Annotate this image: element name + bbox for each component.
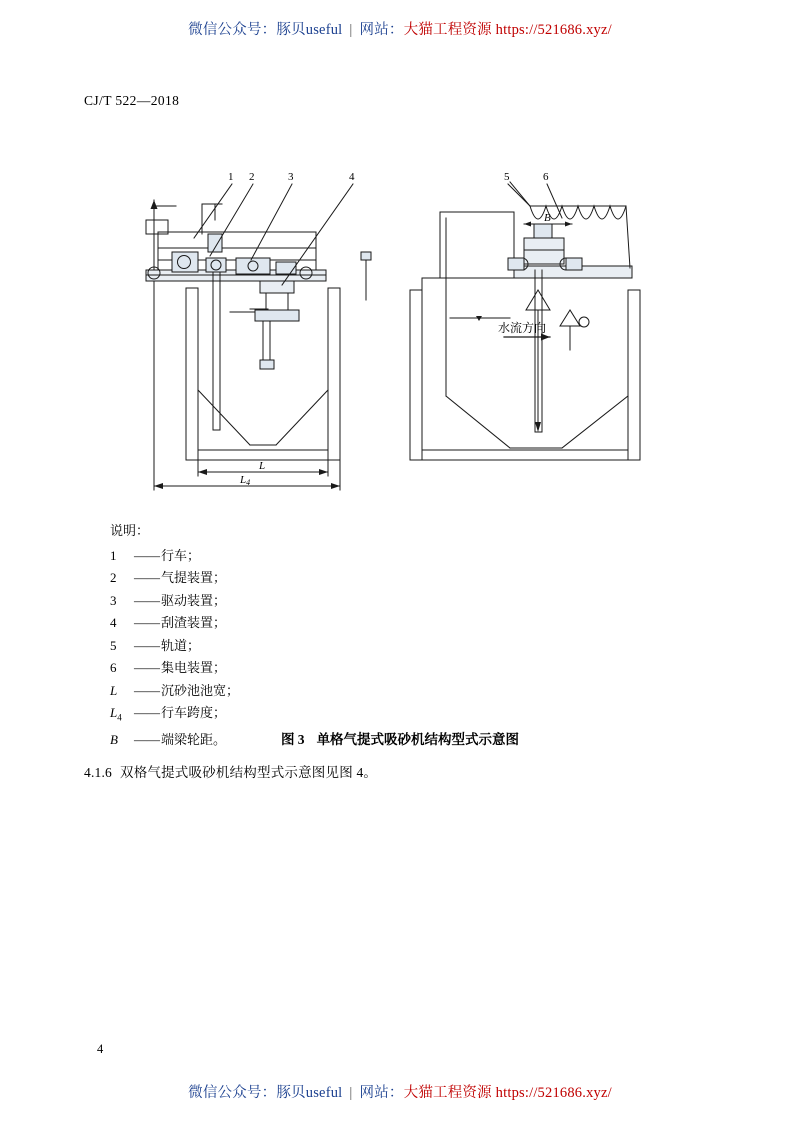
wechat-name: 豚贝useful: [276, 1085, 343, 1101]
legend-dash: ——: [134, 660, 160, 675]
legend-dash: ——: [134, 637, 160, 653]
legend-key: 4: [110, 615, 117, 630]
legend-dash: ——: [134, 705, 160, 720]
legend-key: B: [110, 732, 118, 748]
legend-item-2: [110, 567, 239, 590]
banner-separator: |: [349, 1085, 353, 1101]
figure-caption-label: 图 3: [280, 732, 305, 747]
site-name: 大猫工程资源: [403, 1085, 492, 1101]
site-label: 网站：: [359, 1085, 404, 1101]
callout-3: 3: [288, 171, 294, 183]
clause-text: 双格气提式吸砂机结构型式示意图见图 4。: [120, 765, 378, 780]
legend-item-6: [110, 657, 239, 680]
page-number: 4: [97, 1042, 104, 1056]
legend-dash: ——: [134, 547, 160, 563]
figure-diagram: [110, 160, 700, 500]
watermark-banner-bottom: [0, 1081, 800, 1102]
callout-6: 6: [543, 171, 549, 183]
legend-dash: ——: [134, 570, 160, 585]
legend-dash: ——: [134, 592, 160, 608]
legend-item-4: [110, 612, 239, 635]
callout-4: 4: [349, 171, 355, 183]
figure-legend: [110, 520, 239, 752]
legend-text: 端梁轮距。: [161, 732, 227, 748]
legend-text: 行车跨度；: [161, 705, 227, 720]
callout-5: 5: [504, 171, 510, 183]
legend-item-3: [110, 590, 239, 613]
wechat-label: 微信公众号：: [188, 1085, 277, 1101]
figure-caption-text: 单格气提式吸砂机结构型式示意图: [316, 732, 520, 747]
dim-label-L: L: [259, 460, 266, 472]
legend-text: 行车；: [161, 547, 201, 563]
watermark-banner-top: [0, 18, 800, 39]
legend-key: 6: [110, 660, 117, 675]
dim-label-B: B: [544, 212, 551, 224]
callout-2: 2: [249, 171, 255, 183]
dim-label-L4: L4: [240, 474, 251, 487]
legend-key: 2: [110, 570, 117, 585]
standard-code: CJ/T 522—2018: [84, 93, 180, 108]
legend-key: 5: [110, 637, 117, 653]
legend-key: $L_4$: [110, 705, 122, 723]
site-label: 网站：: [359, 22, 404, 38]
legend-item-5: [110, 635, 239, 658]
callout-1: 1: [228, 171, 234, 183]
legend-key: L: [110, 682, 118, 698]
banner-separator: |: [349, 22, 353, 38]
site-name: 大猫工程资源: [403, 22, 492, 38]
legend-text: 气提装置；: [161, 570, 227, 585]
clause-number: 4.1.6: [84, 765, 112, 780]
wechat-name: 豚贝useful: [276, 22, 343, 38]
clause-paragraph: [84, 761, 377, 781]
legend-title: 说明：: [110, 523, 150, 538]
legend-text: 轨道；: [161, 637, 201, 653]
legend-key: 3: [110, 592, 117, 608]
site-url: https://521686.xyz/: [495, 22, 612, 38]
flow-direction-label: 水流方向: [498, 321, 547, 335]
legend-dash: ——: [134, 732, 160, 748]
legend-dash: ——: [134, 682, 160, 698]
legend-item-1: [110, 545, 239, 568]
legend-text: 驱动装置；: [161, 592, 227, 608]
legend-dash: ——: [134, 615, 160, 630]
legend-item-L4: [110, 702, 239, 729]
wechat-label: 微信公众号：: [188, 22, 277, 38]
legend-text: 集电装置；: [161, 660, 227, 675]
legend-text: 刮渣装置；: [161, 615, 227, 630]
legend-key: 1: [110, 547, 117, 563]
site-url: https://521686.xyz/: [495, 1085, 612, 1101]
legend-text: 沉砂池池宽；: [161, 682, 240, 698]
legend-item-L: [110, 680, 239, 703]
figure-caption: [0, 728, 800, 748]
